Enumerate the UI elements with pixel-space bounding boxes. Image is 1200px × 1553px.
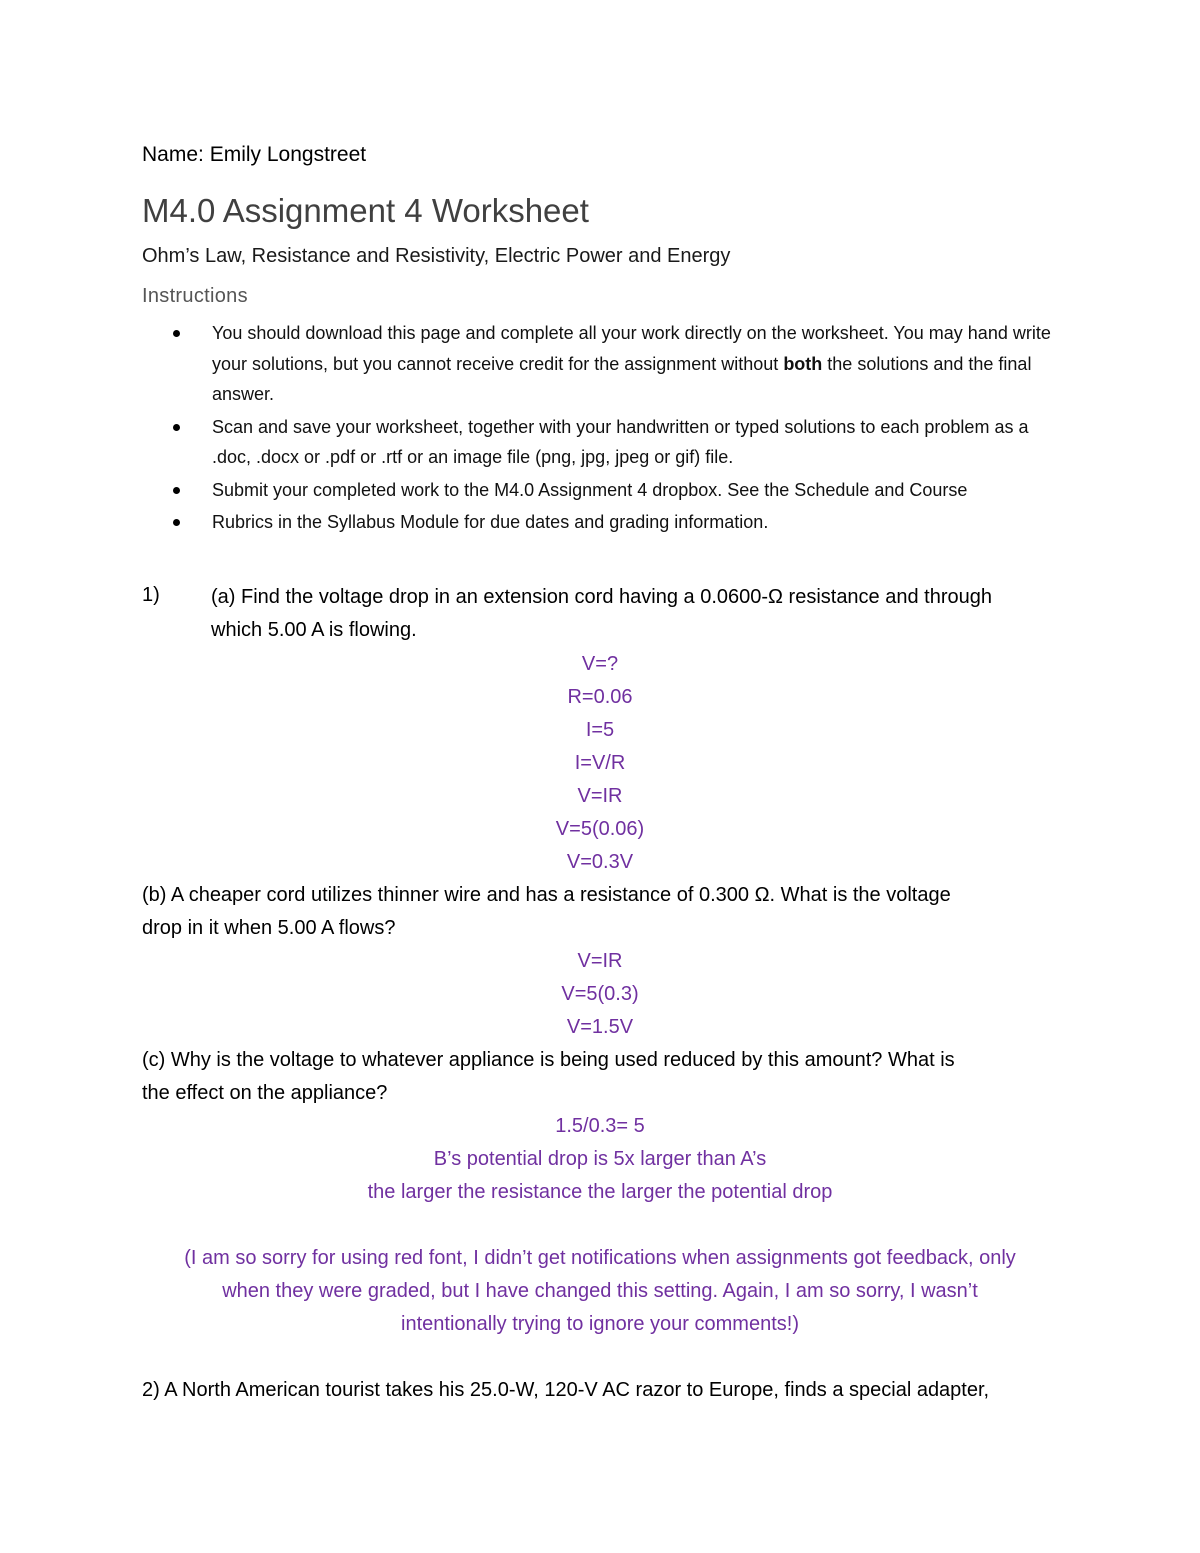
answer-line: I=V/R: [574, 752, 626, 774]
answer-line: 1.5/0.3= 5: [555, 1115, 645, 1137]
apology-note-line: when they were graded, but I have changed this setting. Again, I am so sorry, I wasn’t: [222, 1280, 978, 1302]
list-item: [142, 412, 1072, 473]
answer-line: V=IR: [577, 950, 623, 972]
instruction-text: Scan and save your worksheet, together with your handwritten or typed solutions to each problem as a .doc, .docx or .pdf or .rtf or an image file (png, jpg, jpeg or gif) file.: [212, 416, 1029, 467]
bullet-icon: [173, 487, 180, 494]
list-item: [142, 507, 1072, 538]
question-1b-line1: (b) A cheaper cord utilizes thinner wire and has a resistance of 0.300 Ω. What is the voltage: [142, 884, 951, 906]
question-1a-line2: which 5.00 A is flowing.: [211, 619, 417, 641]
bullet-icon: [173, 424, 180, 431]
question-1c-line2: the effect on the appliance?: [142, 1082, 388, 1104]
answer-line: V=IR: [577, 785, 623, 807]
question-2-line1: 2) A North American tourist takes his 25.0-W, 120-V AC razor to Europe, finds a special adapter,: [142, 1379, 990, 1401]
page-title: M4.0 Assignment 4 Worksheet: [142, 192, 589, 229]
answer-line: V=?: [581, 653, 619, 675]
answer-line: I=5: [585, 719, 615, 741]
question-1a-line1: (a) Find the voltage drop in an extension cord having a 0.0600-Ω resistance and through: [211, 586, 992, 608]
instruction-text: Submit your completed work to the M4.0 Assignment 4 dropbox. See the Schedule and Course: [212, 479, 968, 500]
question-number: 1): [142, 584, 160, 606]
answer-line: the larger the resistance the larger the potential drop: [367, 1181, 833, 1203]
bullet-icon: [173, 330, 180, 337]
answer-line: B’s potential drop is 5x larger than A’s: [433, 1148, 767, 1170]
student-name-line: [142, 143, 366, 167]
instruction-text: You should download this page and complete all your work directly on the worksheet. You may hand write your solutions, but you cannot receive credit for the assignment without: [212, 323, 1051, 374]
instruction-text: the solutions and the final answer.: [212, 353, 1032, 404]
name-label: Name:: [142, 143, 204, 166]
instructions-list: [142, 318, 1072, 540]
list-item: [142, 475, 1072, 506]
answer-line: V=5(0.3): [561, 983, 639, 1005]
question-1c-line1: (c) Why is the voltage to whatever appliance is being used reduced by this amount? What is: [142, 1049, 955, 1071]
student-name: Emily Longstreet: [209, 143, 367, 166]
answer-line: R=0.06: [567, 686, 633, 708]
question-1b-line2: drop in it when 5.00 A flows?: [142, 917, 396, 939]
page-subtitle: Ohm’s Law, Resistance and Resistivity, Electric Power and Energy: [142, 245, 731, 267]
instructions-heading: Instructions: [142, 285, 248, 307]
answer-line: V=1.5V: [566, 1016, 634, 1038]
answer-line: V=0.3V: [566, 851, 634, 873]
bullet-icon: [173, 519, 180, 526]
apology-note-line: (I am so sorry for using red font, I didn’t get notifications when assignments got feedback, only: [184, 1247, 1016, 1269]
list-item: [142, 318, 1072, 410]
apology-note-line: intentionally trying to ignore your comments!): [401, 1313, 799, 1335]
instruction-text: Rubrics in the Syllabus Module for due dates and grading information.: [212, 512, 769, 532]
answer-line: V=5(0.06): [555, 818, 645, 840]
instruction-emphasis: both: [783, 353, 823, 374]
